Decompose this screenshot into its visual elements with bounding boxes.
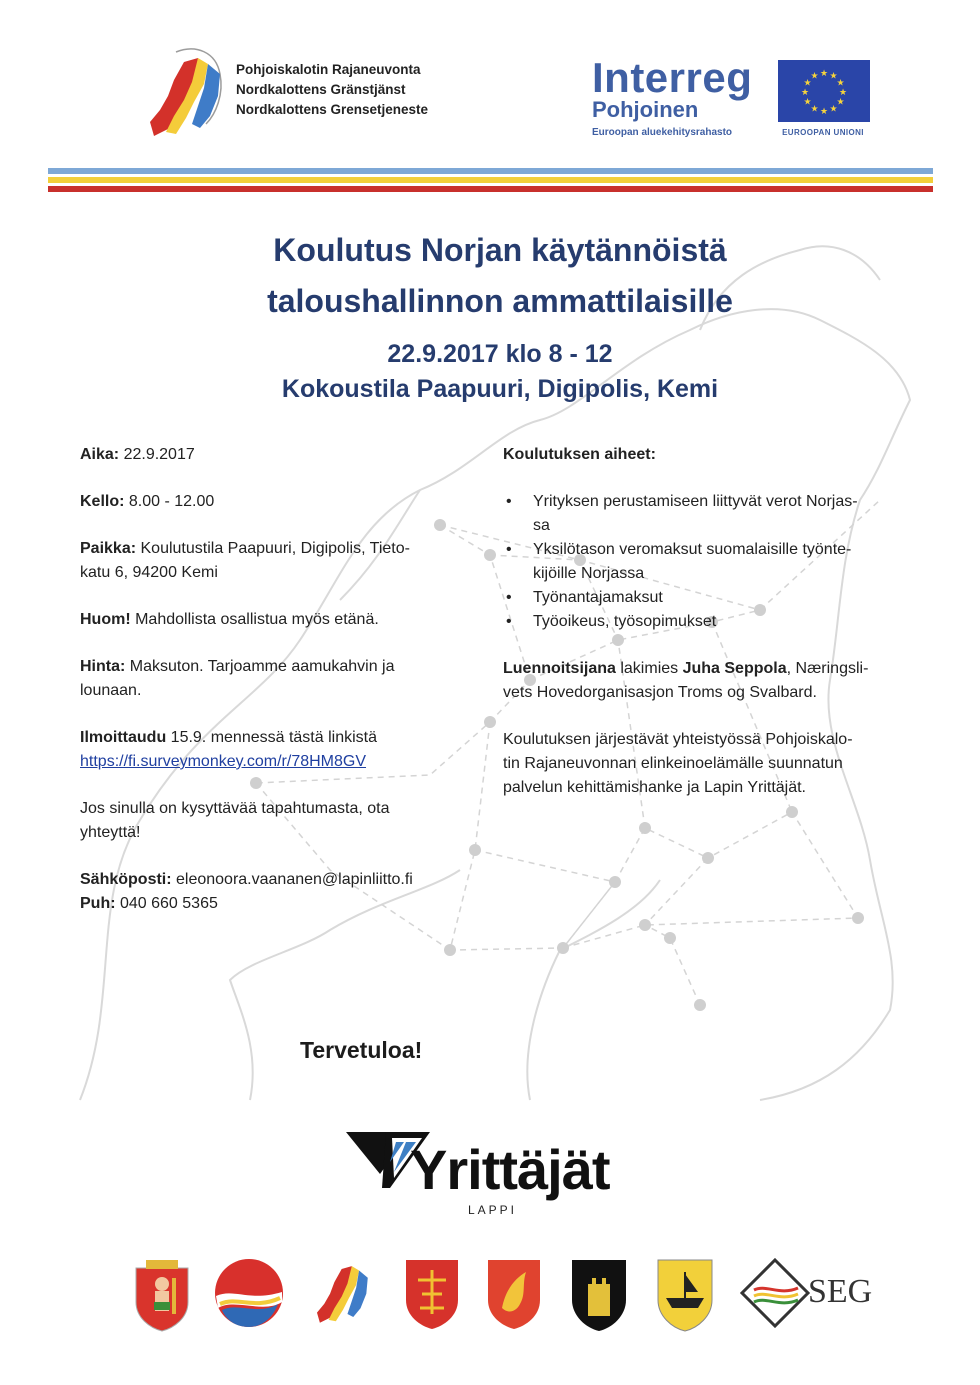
detail-aika: Aika: 22.9.2017 [80,446,195,463]
title-line-1: Koulutus Norjan käytännöistä [273,232,727,268]
svg-text:★: ★ [810,71,819,82]
event-details [80,443,460,939]
svg-text:★: ★ [800,88,810,98]
rajaneuvonta-logo-icon [146,44,234,146]
detail-ilmoittaudu: Ilmoittaudu 15.9. mennessä tästä linkistä https://fi.surveymonkey.com/r/78HM8GV [80,729,377,770]
svg-text:★: ★ [829,71,838,82]
organizers-info: Koulutuksen järjestävät yhteistyössä Pohjoiskalo- tin Rajaneuvonnan elinkeinoelämälle suunnatun palvelun kehittämishanke ja Lapin Yrittäjät. [503,731,853,796]
detail-contact: Sähköposti: eleonoora.vaananen@lapinliitto.fi Puh: 040 660 5365 [80,871,413,912]
stripe-red [48,186,933,192]
seg-logo-icon [740,1258,810,1328]
svg-text:★: ★ [819,107,829,117]
svg-text:★: ★ [838,88,848,98]
list-item: • Yrityksen perustamiseen liittyvät verot Norjas- sa [503,490,903,538]
org-name-norwegian: Nordkalottens Grensetjeneste [236,102,429,117]
svg-text:★: ★ [803,97,812,108]
welcome-text: Tervetuloa! [300,1037,423,1063]
registration-link[interactable]: https://fi.surveymonkey.com/r/78HM8GV [80,753,367,770]
phone-number: 040 660 5365 [115,895,218,912]
event-venue: Kokoustila Paapuuri, Digipolis, Kemi [281,375,719,403]
interreg-logo-text: Interreg [592,54,753,101]
svg-text:★: ★ [836,78,845,89]
interreg-fund: Euroopan aluekehitysrahasto [592,127,733,138]
lecturer-info: Luennoitsijana lakimies Juha Seppola, Næringsli- vets Hovedorganisasjon Troms og Svalbard. [503,660,869,701]
org-name-swedish: Nordkalottens Gränstjänst [236,82,406,97]
detail-paikka: Paikka: Koulutustila Paapuuri, Digipolis, Tieto- katu 6, 94200 Kemi [80,540,410,581]
barents-circle-logo-icon [214,1258,284,1328]
detail-hinta: Hinta: Maksuton. Tarjoamme aamukahvin ja lounaan. [80,658,395,699]
svg-text:★: ★ [803,78,812,89]
organization-names [236,60,428,120]
detail-contact-note: Jos sinulla on kysyttävää tapahtumasta, ota yhteyttä! [80,800,390,841]
topics-list [503,490,903,634]
svg-text:★: ★ [819,69,829,79]
email-address[interactable]: eleonoora.vaananen@lapinliitto.fi [171,871,413,888]
topics-heading: Koulutuksen aiheet: [503,446,656,463]
svg-text:★: ★ [810,104,819,115]
eu-label: EUROOPAN UNIONI [782,128,864,137]
training-topics [503,443,903,823]
lulea-coat-of-arms-icon [570,1258,628,1332]
troms-coat-of-arms-icon [486,1258,542,1330]
nordland-coat-of-arms-icon [656,1258,714,1332]
list-item: • Työnantajamaksut [503,586,903,610]
svg-text:★: ★ [836,97,845,108]
svg-text:★: ★ [829,104,838,115]
rajaneuvonta-small-logo-icon [312,1256,380,1330]
title-line-2: taloushallinnon ammattilaisille [267,283,733,319]
list-item: • Yksilötason veromaksut suomalaisille työnte- kijöille Norjassa [503,538,903,586]
yrittajat-lappi-label: LAPPI [468,1203,518,1217]
event-date-time: 22.9.2017 klo 8 - 12 [387,340,613,368]
interreg-region: Pohjoinen [592,97,699,122]
org-name-finnish: Pohjoiskalotin Rajaneuvonta [236,62,421,77]
seg-logo-text: SEG [808,1273,873,1310]
stripe-yellow [48,177,933,183]
lapland-coat-of-arms-icon [134,1258,190,1332]
stripe-blue [48,168,933,174]
detail-kello: Kello: 8.00 - 12.00 [80,493,215,510]
detail-huom: Huom! Mahdollista osallistua myös etänä. [80,611,379,628]
list-item: • Työoikeus, työsopimukset [503,610,903,634]
yrittajat-logo-text: Yrittäjät [410,1138,610,1201]
eu-flag-icon [778,60,870,122]
finnmark-coat-of-arms-icon [404,1258,460,1330]
